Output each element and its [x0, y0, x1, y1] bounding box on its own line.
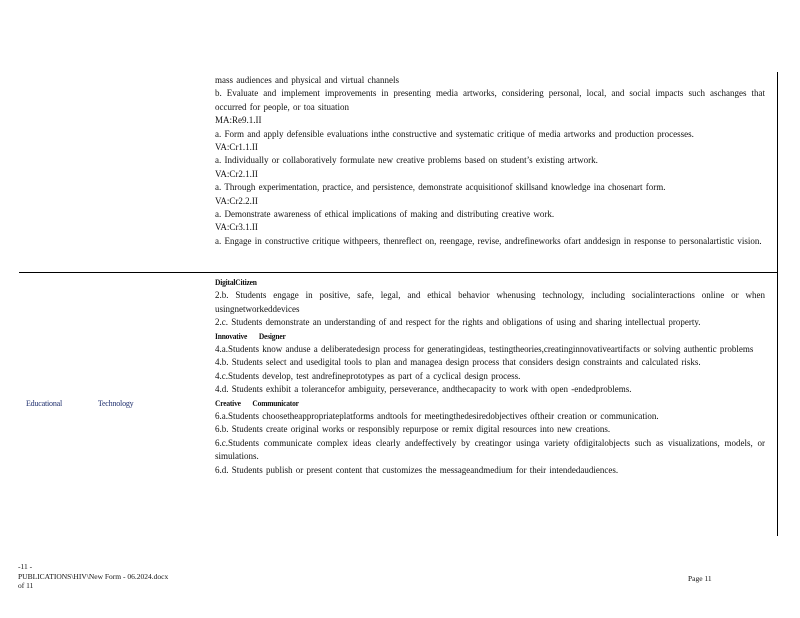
page-number: Page 11: [688, 574, 712, 583]
standards-line: a. Demonstrate awareness of ethical implications of making and distributing creative work.: [215, 209, 555, 220]
standards-line: VA:Cr2.2.II: [215, 195, 258, 206]
section-heading: Innovative Designer: [215, 331, 286, 341]
file-path: PUBLICATIONS\HIV\New Form - 06.2024.docx: [18, 571, 169, 581]
standards-line: a. Individually or collaboratively formulate new creative problems based on student’s existing artwork.: [215, 155, 598, 166]
row-label: [26, 399, 133, 408]
standards-line: VA:Cr3.1.II: [215, 222, 258, 233]
page-marker: -11 -: [18, 562, 33, 571]
standard-item: 6.b. Students create original works or responsibly repurpose or remix digital resources into new creations.: [215, 424, 611, 435]
standard-item: 6.c.Students communicate complex ideas clearly andeffectively by creatingor usinga variety ofdigitalobjects such as visualizations, models, or simulations.: [215, 437, 765, 462]
standards-line: MA:Re9.1.II: [215, 115, 262, 126]
standard-item: 2.c. Students demonstrate an understanding of and respect for the rights and obligations of using and sharing intellectual property.: [215, 317, 701, 328]
standard-item: 4.b. Students select and usedigital tools to plan and managea design process that considers design constraints and calculated risks.: [215, 357, 701, 368]
standards-cell-top: [215, 74, 765, 248]
standards-line: a. Engage in constructive critique withpeers, thenreflect on, reengage, revise, andrefineworks ofart anddesign in response to personalartistic vision.: [215, 235, 762, 246]
standards-line: b. Evaluate and implement improvements in presenting media artworks, considering personal, local, and social impacts such aschanges that occurred for people, or toa situation: [215, 88, 765, 112]
section-heading: Creative Communicator: [215, 398, 299, 408]
section-heading: DigitalCitizen: [215, 277, 257, 288]
table-row-divider: [19, 272, 777, 273]
page-total: of 11: [18, 581, 34, 590]
standards-cell-edtech: [215, 276, 765, 477]
row-label-word: Technology: [97, 399, 134, 408]
standard-item: 6.a.Students choosetheappropriateplatforms andtools for meetingthedesiredobjectives oftheir creation or communication.: [215, 411, 659, 422]
table-right-border: [777, 72, 778, 536]
standard-item: 4.d. Students exhibit a tolerancefor ambiguity, perseverance, andthecapacity to work with open -endedproblems.: [215, 384, 632, 395]
footer-left: [18, 562, 168, 591]
standards-line: VA:Cr1.1.II: [215, 142, 258, 153]
standards-line: a. Through experimentation, practice, and persistence, demonstrate acquisitionof skillsand knowledge ina chosenart form.: [215, 182, 666, 193]
standard-item: 6.d. Students publish or present content that customizes the messageandmedium for their intendedaudiences.: [215, 464, 619, 475]
standards-line: VA:Cr2.1.II: [215, 168, 258, 179]
row-label-word: Educational: [26, 399, 63, 408]
standards-line: a. Form and apply defensible evaluations inthe constructive and systematic critique of media artworks and production processes.: [215, 128, 694, 139]
standard-item: 4.a.Students know anduse a deliberatedesign process for generatingideas, testingtheories,creatinginnovativeartifacts or solving authentic problems: [215, 344, 754, 355]
standard-item: 2.b. Students engage in positive, safe, legal, and ethical behavior whenusing technology, including socialinteractions online or when usingnetworkeddevices: [215, 290, 765, 314]
standards-line: mass audiences and physical and virtual channels: [215, 75, 399, 85]
standard-item: 4.c.Students develop, test andrefineprototypes as part of a cyclical design process.: [215, 370, 521, 381]
